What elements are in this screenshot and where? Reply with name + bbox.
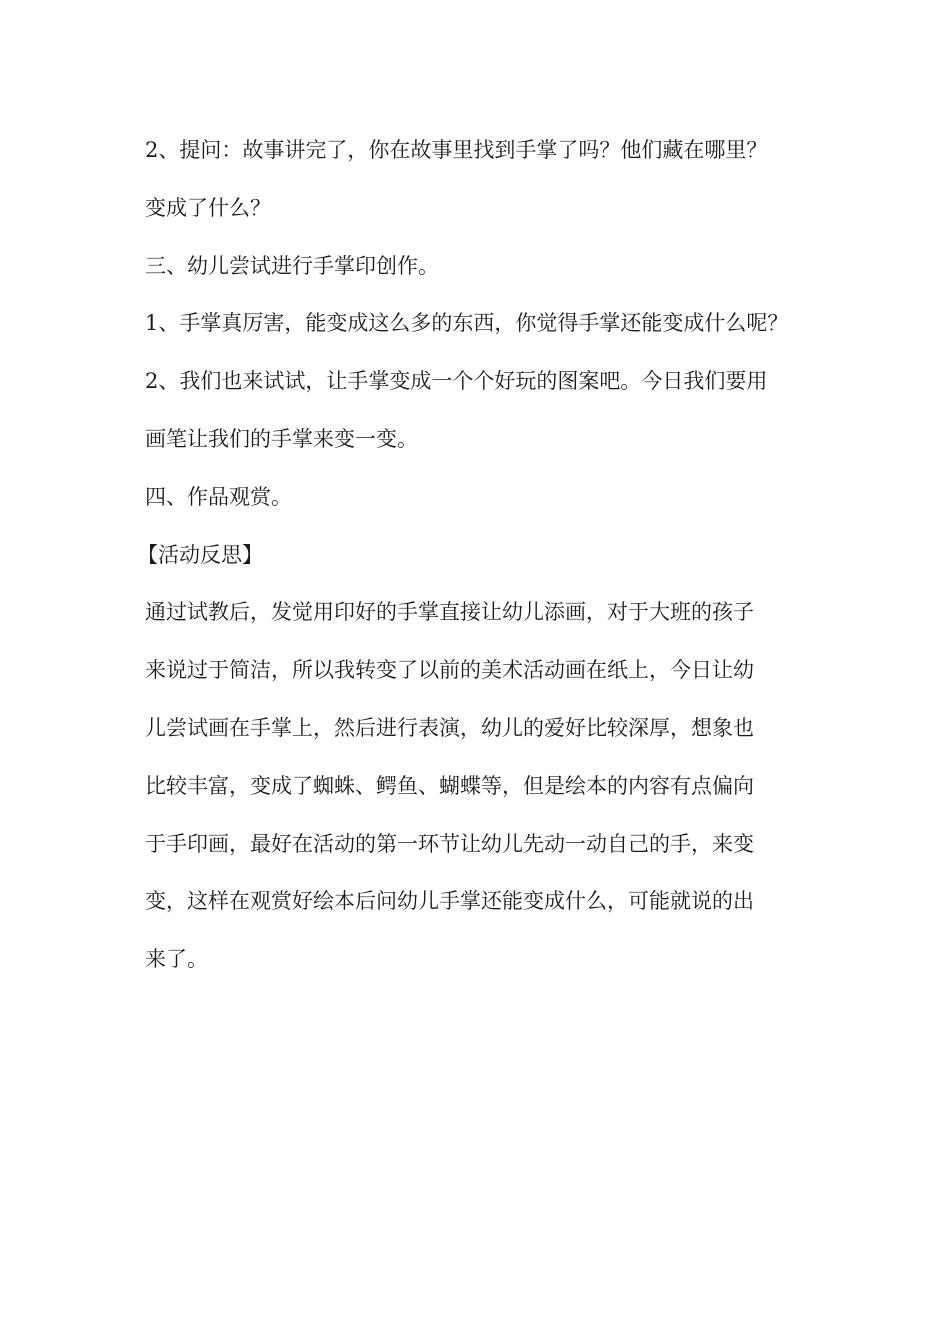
reflection-paragraph-line: 比较丰富，变成了蜘蛛、鳄鱼、蝴蝶等，但是绘本的内容有点偏向 xyxy=(145,773,754,798)
section-heading-four: 四、作品观赏。 xyxy=(145,484,292,509)
reflection-paragraph-line: 来说过于简洁，所以我转变了以前的美术活动画在纸上，今日让幼 xyxy=(145,658,754,683)
document-body xyxy=(137,130,835,997)
reflection-paragraph-line: 变，这样在观赏好绘本后问幼儿手掌还能变成什么，可能就说的出 xyxy=(145,889,754,914)
step-two-line-continued: 画笔让我们的手掌来变一变。 xyxy=(145,426,418,451)
reflection-paragraph-line: 通过试教后，发觉用印好的手掌直接让幼儿添画，对于大班的孩子 xyxy=(145,600,754,625)
reflection-paragraph-line: 来了。 xyxy=(145,947,208,972)
reflection-heading: 【活动反思】 xyxy=(137,542,263,567)
question-line: 2、提问：故事讲完了，你在故事里找到手掌了吗？他们藏在哪里？ xyxy=(145,138,768,162)
step-two-line: 2、我们也来试试，让手掌变成一个个好玩的图案吧。今日我们要用 xyxy=(145,369,768,394)
reflection-paragraph-line: 于手印画，最好在活动的第一环节让幼儿先动一动自己的手，来变 xyxy=(145,831,754,856)
step-one-line: 1、手掌真厉害，能变成这么多的东西，你觉得手掌还能变成什么呢？ xyxy=(145,311,789,336)
question-line-continued: 变成了什么？ xyxy=(145,195,271,220)
reflection-paragraph-line: 儿尝试画在手掌上，然后进行表演，幼儿的爱好比较深厚，想象也 xyxy=(145,715,754,740)
section-heading-three: 三、幼儿尝试进行手掌印创作。 xyxy=(145,253,439,278)
